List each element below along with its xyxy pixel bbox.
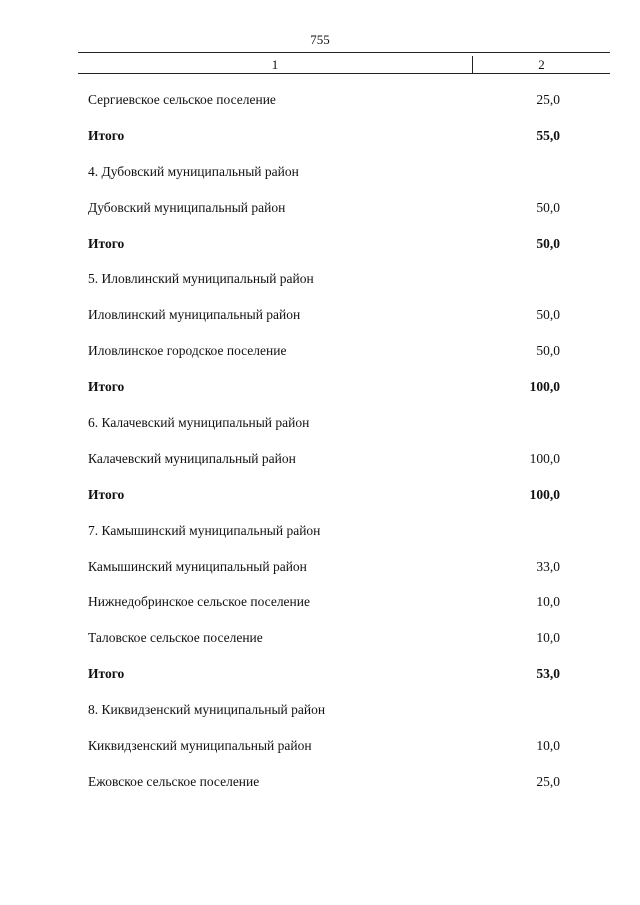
row-value: 50,0 [536,235,560,251]
row-value: 50,0 [536,199,560,215]
row-label: Иловлинское городское поселение [88,343,287,359]
row-label: Киквидзенский муниципальный район [88,738,312,754]
row-value: 100,0 [529,486,560,502]
row-label: 5. Иловлинский муниципальный район [88,271,314,287]
total-row [88,128,560,164]
table-row [88,738,560,774]
row-label: Итого [88,379,125,395]
column-header-2: 2 [538,57,545,72]
total-row [88,487,560,523]
section-heading-row [88,271,560,307]
header-top-rule [78,52,610,53]
table-row [88,343,560,379]
row-label: Таловское сельское поселение [88,630,263,646]
row-value: 100,0 [529,379,560,395]
section-heading-row [88,702,560,738]
section-heading-row [88,523,560,559]
row-value: 25,0 [536,773,560,789]
row-label: Калачевский муниципальный район [88,450,296,466]
row-value: 10,0 [536,594,560,610]
row-value: 55,0 [536,127,560,143]
row-label: 6. Калачевский муниципальный район [88,415,310,431]
row-value: 50,0 [536,307,560,323]
section-heading-row [88,415,560,451]
row-value: 100,0 [529,450,560,466]
table-row [88,594,560,630]
row-value: 53,0 [536,666,560,682]
table-row [88,630,560,666]
table-row [88,774,560,810]
column-header-1: 1 [271,57,279,72]
row-value: 33,0 [536,558,560,574]
row-label: Камышинский муниципальный район [88,558,307,574]
row-label: Итого [88,666,125,682]
row-label: Итого [88,235,125,251]
table-row [88,200,560,236]
row-label: 8. Киквидзенский муниципальный район [88,702,326,718]
row-value: 10,0 [536,738,560,754]
row-label: Иловлинский муниципальный район [88,307,301,323]
row-label: 7. Камышинский муниципальный район [88,522,321,538]
table-row [88,307,560,343]
section-heading-row [88,164,560,200]
row-label: Дубовский муниципальный район [88,199,286,215]
total-row [88,236,560,272]
row-label: Ежовское сельское поселение [88,773,260,789]
row-label: 4. Дубовский муниципальный район [88,163,299,179]
header-bottom-rule [78,73,610,74]
total-row [88,379,560,415]
page-number: 755 [310,32,330,47]
table-header [78,52,610,74]
table-row [88,451,560,487]
row-value: 10,0 [536,630,560,646]
table-row [88,92,560,128]
total-row [88,666,560,702]
row-label: Сергиевское сельское поселение [88,92,276,107]
row-value: 50,0 [536,343,560,359]
table-row [88,559,560,595]
row-value: 25,0 [536,92,560,107]
row-label: Нижнедобринское сельское поселение [88,594,310,610]
row-label: Итого [88,127,125,143]
row-label: Итого [88,486,125,502]
table-body [88,92,560,810]
